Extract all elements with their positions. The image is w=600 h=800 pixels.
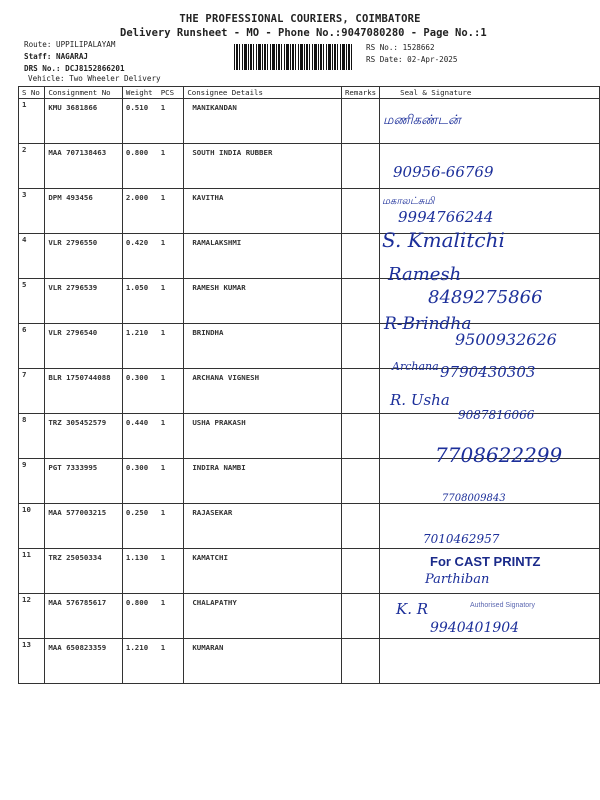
table-row bbox=[19, 189, 600, 234]
stamp-company: For CAST PRINTZ bbox=[430, 554, 541, 569]
col-pcs: PCS bbox=[158, 87, 184, 99]
cell-consignee: KUMARAN bbox=[184, 639, 342, 684]
cell-weight: 2.000 bbox=[122, 189, 157, 234]
signature-6: R-Brindha bbox=[384, 314, 472, 334]
signature-9-phone: 7708622299 bbox=[435, 443, 563, 467]
vehicle: Vehicle: Two Wheeler Delivery bbox=[28, 74, 161, 83]
cell-weight: 0.800 bbox=[122, 144, 157, 189]
signature-10-phone: 7708009843 bbox=[442, 493, 506, 504]
cell-remarks bbox=[341, 324, 379, 369]
cell-consignment: KMU 3681866 bbox=[45, 99, 123, 144]
cell-pcs: 1 bbox=[158, 504, 184, 549]
cell-pcs: 1 bbox=[158, 369, 184, 414]
signature-12: Parthiban bbox=[425, 572, 490, 587]
stamp-caption: Authorised Signatory bbox=[470, 602, 535, 609]
cell-consignment: VLR 2796539 bbox=[45, 279, 123, 324]
staff: Staff: NAGARAJ bbox=[24, 52, 89, 61]
cell-sno: 4 bbox=[19, 234, 45, 279]
cell-pcs: 1 bbox=[158, 639, 184, 684]
signature-3: மகாலட்சுமி bbox=[382, 196, 435, 207]
cell-remarks bbox=[341, 459, 379, 504]
cell-consignment: MAA 577003215 bbox=[45, 504, 123, 549]
cell-consignee: KAMATCHI bbox=[184, 549, 342, 594]
table-row bbox=[19, 234, 600, 279]
signature-3-phone: 9994766244 bbox=[398, 208, 494, 226]
cell-consignment: BLR 1750744088 bbox=[45, 369, 123, 414]
cell-consignment: DPM 493456 bbox=[45, 189, 123, 234]
cell-weight: 0.300 bbox=[122, 369, 157, 414]
cell-pcs: 1 bbox=[158, 99, 184, 144]
cell-pcs: 1 bbox=[158, 459, 184, 504]
cell-sno: 7 bbox=[19, 369, 45, 414]
cell-sno: 2 bbox=[19, 144, 45, 189]
document-subtitle: Delivery Runsheet - MO - Phone No.:9047080280 - Page No.:1 bbox=[120, 27, 487, 39]
cell-pcs: 1 bbox=[158, 594, 184, 639]
signature-4: S. Kmalitchi bbox=[382, 228, 505, 252]
rs-date: RS Date: 02-Apr-2025 bbox=[366, 55, 458, 64]
cell-remarks bbox=[341, 594, 379, 639]
col-signature: Seal & Signature bbox=[380, 87, 600, 99]
cell-signature bbox=[380, 639, 600, 684]
table-row bbox=[19, 144, 600, 189]
cell-sno: 8 bbox=[19, 414, 45, 459]
signature-13: K. R bbox=[396, 600, 429, 618]
route: Route: UPPILIPALAYAM bbox=[24, 40, 116, 49]
cell-weight: 1.210 bbox=[122, 639, 157, 684]
cell-weight: 0.800 bbox=[122, 594, 157, 639]
cell-consignment: VLR 2796540 bbox=[45, 324, 123, 369]
cell-weight: 0.440 bbox=[122, 414, 157, 459]
cell-sno: 12 bbox=[19, 594, 45, 639]
cell-consignee: MANIKANDAN bbox=[184, 99, 342, 144]
table-row bbox=[19, 504, 600, 549]
cell-consignee: RAJASEKAR bbox=[184, 504, 342, 549]
signature-7-phone: 9790430303 bbox=[440, 363, 536, 381]
cell-sno: 9 bbox=[19, 459, 45, 504]
signature-8: R. Usha bbox=[390, 391, 450, 409]
cell-consignment: TRZ 305452579 bbox=[45, 414, 123, 459]
cell-consignment: PGT 7333995 bbox=[45, 459, 123, 504]
col-weight: Weight bbox=[122, 87, 157, 99]
cell-consignment: VLR 2796550 bbox=[45, 234, 123, 279]
cell-consignee: INDIRA NAMBI bbox=[184, 459, 342, 504]
drs-number: DRS No.: DCJ8152866201 bbox=[24, 64, 125, 73]
cell-consignment: MAA 707138463 bbox=[45, 144, 123, 189]
cell-remarks bbox=[341, 414, 379, 459]
cell-pcs: 1 bbox=[158, 549, 184, 594]
barcode bbox=[234, 44, 352, 70]
cell-consignment: TRZ 25050334 bbox=[45, 549, 123, 594]
cell-weight: 0.420 bbox=[122, 234, 157, 279]
signature-11-phone: 7010462957 bbox=[423, 532, 500, 546]
cell-weight: 0.250 bbox=[122, 504, 157, 549]
cell-consignee: BRINDHA bbox=[184, 324, 342, 369]
cell-remarks bbox=[341, 99, 379, 144]
signature-6-phone: 9500932626 bbox=[455, 330, 557, 349]
cell-pcs: 1 bbox=[158, 414, 184, 459]
cell-remarks bbox=[341, 234, 379, 279]
table-row bbox=[19, 99, 600, 144]
signature-7: Archana bbox=[392, 360, 439, 373]
cell-consignment: MAA 576785617 bbox=[45, 594, 123, 639]
table-row bbox=[19, 639, 600, 684]
col-remarks: Remarks bbox=[341, 87, 379, 99]
cell-sno: 1 bbox=[19, 99, 45, 144]
cell-sno: 3 bbox=[19, 189, 45, 234]
cell-sno: 13 bbox=[19, 639, 45, 684]
cell-consignee: KAVITHA bbox=[184, 189, 342, 234]
rs-number: RS No.: 1528662 bbox=[366, 43, 435, 52]
cell-sno: 5 bbox=[19, 279, 45, 324]
cell-sno: 10 bbox=[19, 504, 45, 549]
document-title: THE PROFESSIONAL COURIERS, COIMBATORE bbox=[179, 13, 421, 25]
cell-consignee: ARCHANA VIGNESH bbox=[184, 369, 342, 414]
cell-weight: 0.300 bbox=[122, 459, 157, 504]
cell-remarks bbox=[341, 549, 379, 594]
cell-pcs: 1 bbox=[158, 189, 184, 234]
cell-weight: 1.130 bbox=[122, 549, 157, 594]
cell-remarks bbox=[341, 369, 379, 414]
cell-weight: 0.510 bbox=[122, 99, 157, 144]
table-header-row bbox=[19, 87, 600, 99]
col-consignment: Consignment No bbox=[45, 87, 123, 99]
cell-weight: 1.210 bbox=[122, 324, 157, 369]
cell-pcs: 1 bbox=[158, 234, 184, 279]
cell-pcs: 1 bbox=[158, 324, 184, 369]
cell-pcs: 1 bbox=[158, 279, 184, 324]
cell-consignee: CHALAPATHY bbox=[184, 594, 342, 639]
cell-remarks bbox=[341, 504, 379, 549]
cell-remarks bbox=[341, 189, 379, 234]
col-sno: S No bbox=[19, 87, 45, 99]
cell-pcs: 1 bbox=[158, 144, 184, 189]
signature-8-phone: 9087816066 bbox=[458, 408, 535, 422]
cell-weight: 1.050 bbox=[122, 279, 157, 324]
cell-consignee: SOUTH INDIA RUBBER bbox=[184, 144, 342, 189]
cell-consignment: MAA 650823359 bbox=[45, 639, 123, 684]
signature-13-phone: 9940401904 bbox=[430, 620, 520, 636]
col-consignee: Consignee Details bbox=[184, 87, 342, 99]
cell-consignee: RAMALAKSHMI bbox=[184, 234, 342, 279]
runsheet-table bbox=[18, 86, 600, 684]
cell-consignee: USHA PRAKASH bbox=[184, 414, 342, 459]
signature-5-phone: 8489275866 bbox=[428, 287, 543, 308]
cell-remarks bbox=[341, 144, 379, 189]
signature-1: மணிகண்டன் bbox=[383, 113, 461, 128]
cell-sno: 6 bbox=[19, 324, 45, 369]
cell-sno: 11 bbox=[19, 549, 45, 594]
cell-remarks bbox=[341, 639, 379, 684]
cell-consignee: RAMESH KUMAR bbox=[184, 279, 342, 324]
cell-remarks bbox=[341, 279, 379, 324]
signature-2: 90956-66769 bbox=[393, 163, 494, 181]
signature-5: Ramesh bbox=[388, 264, 462, 285]
